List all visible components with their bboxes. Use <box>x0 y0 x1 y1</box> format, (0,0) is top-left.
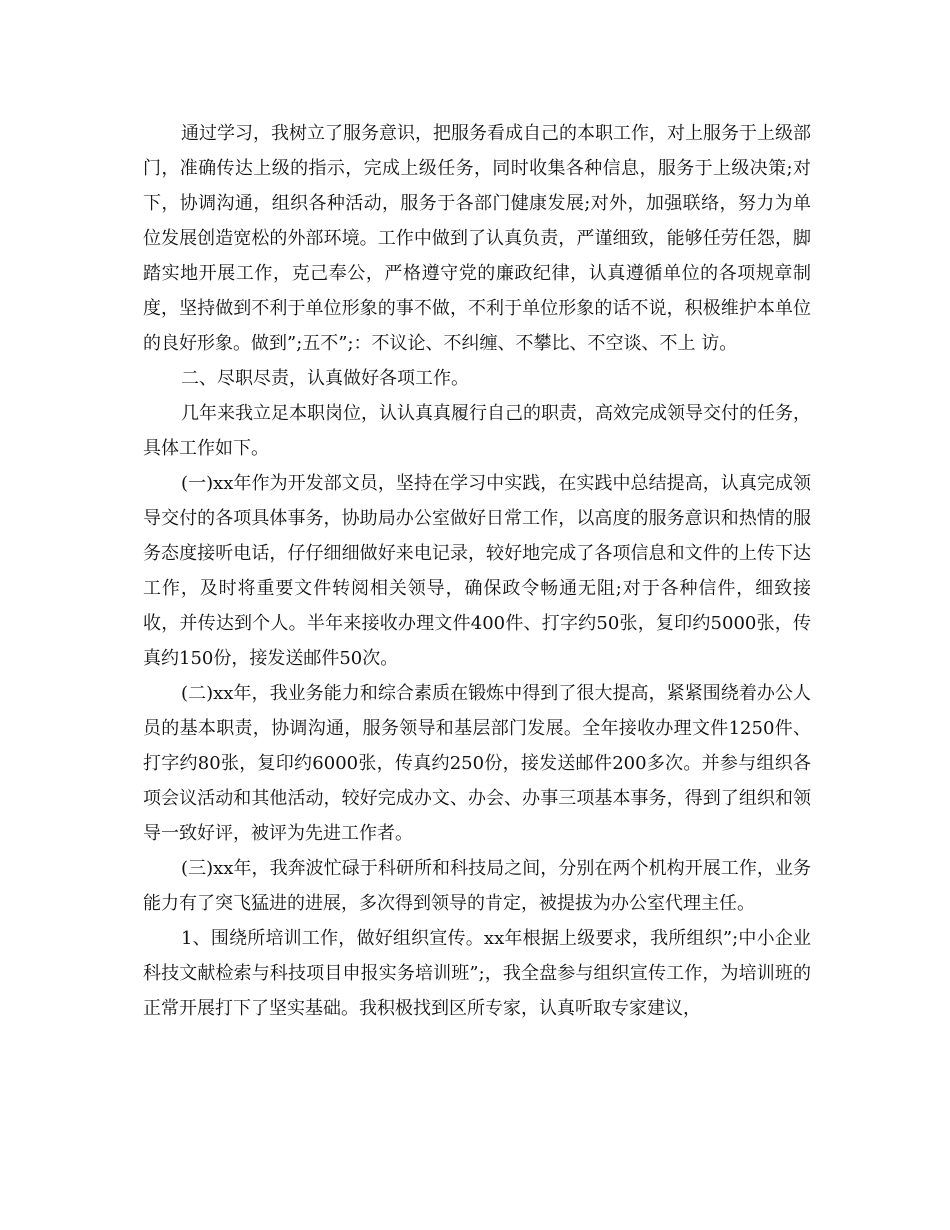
paragraph-year-one: (一)xx年作为开发部文员，坚持在学习中实践，在实践中总结提高，认真完成领导交付的各项具体事务，协助局办公室做好日常工作，以高度的服务意识和热情的服务态度接听电话，仔仔细细做好来电记录，较好地完成了各项信息和文件的上传下达工作，及时将重要文件转阅相关领导，确保政令畅通无阻;对于各种信件，细致接收，并传达到个人。半年来接收办理文件400件、打字约50张，复印约5000张，传真约150份，接发送邮件50次。 <box>143 473 811 669</box>
paragraph-service-awareness: 通过学习，我树立了服务意识，把服务看成自己的本职工作，对上服务于上级部门，准确传达上级的指示，完成上级任务，同时收集各种信息，服务于上级决策;对下，协调沟通，组织各种活动，服务于各部门健康发展;对外，加强联络，努力为单位发展创造宽松的外部环境。工作中做到了认真负责，严谨细致，能够任劳任怨，脚踏实地开展工作，克己奉公，严格遵守党的廉政纪律，认真遵循单位的各项规章制度，坚持做到不利于单位形象的事不做，不利于单位形象的话不说，积极维护本单位的良好形象。做到”;五不”;：不议论、不纠缠、不攀比、不空谈、不上 访。 <box>143 123 811 354</box>
paragraph-year-three: (三)xx年，我奔波忙碌于科研所和科技局之间，分别在两个机构开展工作，业务能力有了突飞猛进的进展，多次得到领导的肯定，被提拔为办公室代理主任。 <box>143 858 811 914</box>
paragraph-intro-work: 几年来我立足本职岗位，认认真真履行自己的职责，高效完成领导交付的任务，具体工作如下。 <box>143 403 811 459</box>
document-body <box>143 116 811 1026</box>
paragraph-training-work: 1、围绕所培训工作，做好组织宣传。xx年根据上级要求，我所组织”;中小企业科技文献检索与科技项目申报实务培训班”;，我全盘参与组织宣传工作，为培训班的正常开展打下了坚实基础。我积极找到区所专家，认真听取专家建议， <box>143 928 811 1019</box>
section-heading-duties: 二、尽职尽责，认真做好各项工作。 <box>181 368 469 389</box>
paragraph-year-two: (二)xx年，我业务能力和综合素质在锻炼中得到了很大提高，紧紧围绕着办公人员的基本职责，协调沟通，服务领导和基层部门发展。全年接收办理文件1250件、打字约80张，复印约6000张，传真约250份，接发送邮件200多次。并参与组织各项会议活动和其他活动，较好完成办文、办会、办事三项基本事务，得到了组织和领导一致好评，被评为先进工作者。 <box>143 683 811 844</box>
